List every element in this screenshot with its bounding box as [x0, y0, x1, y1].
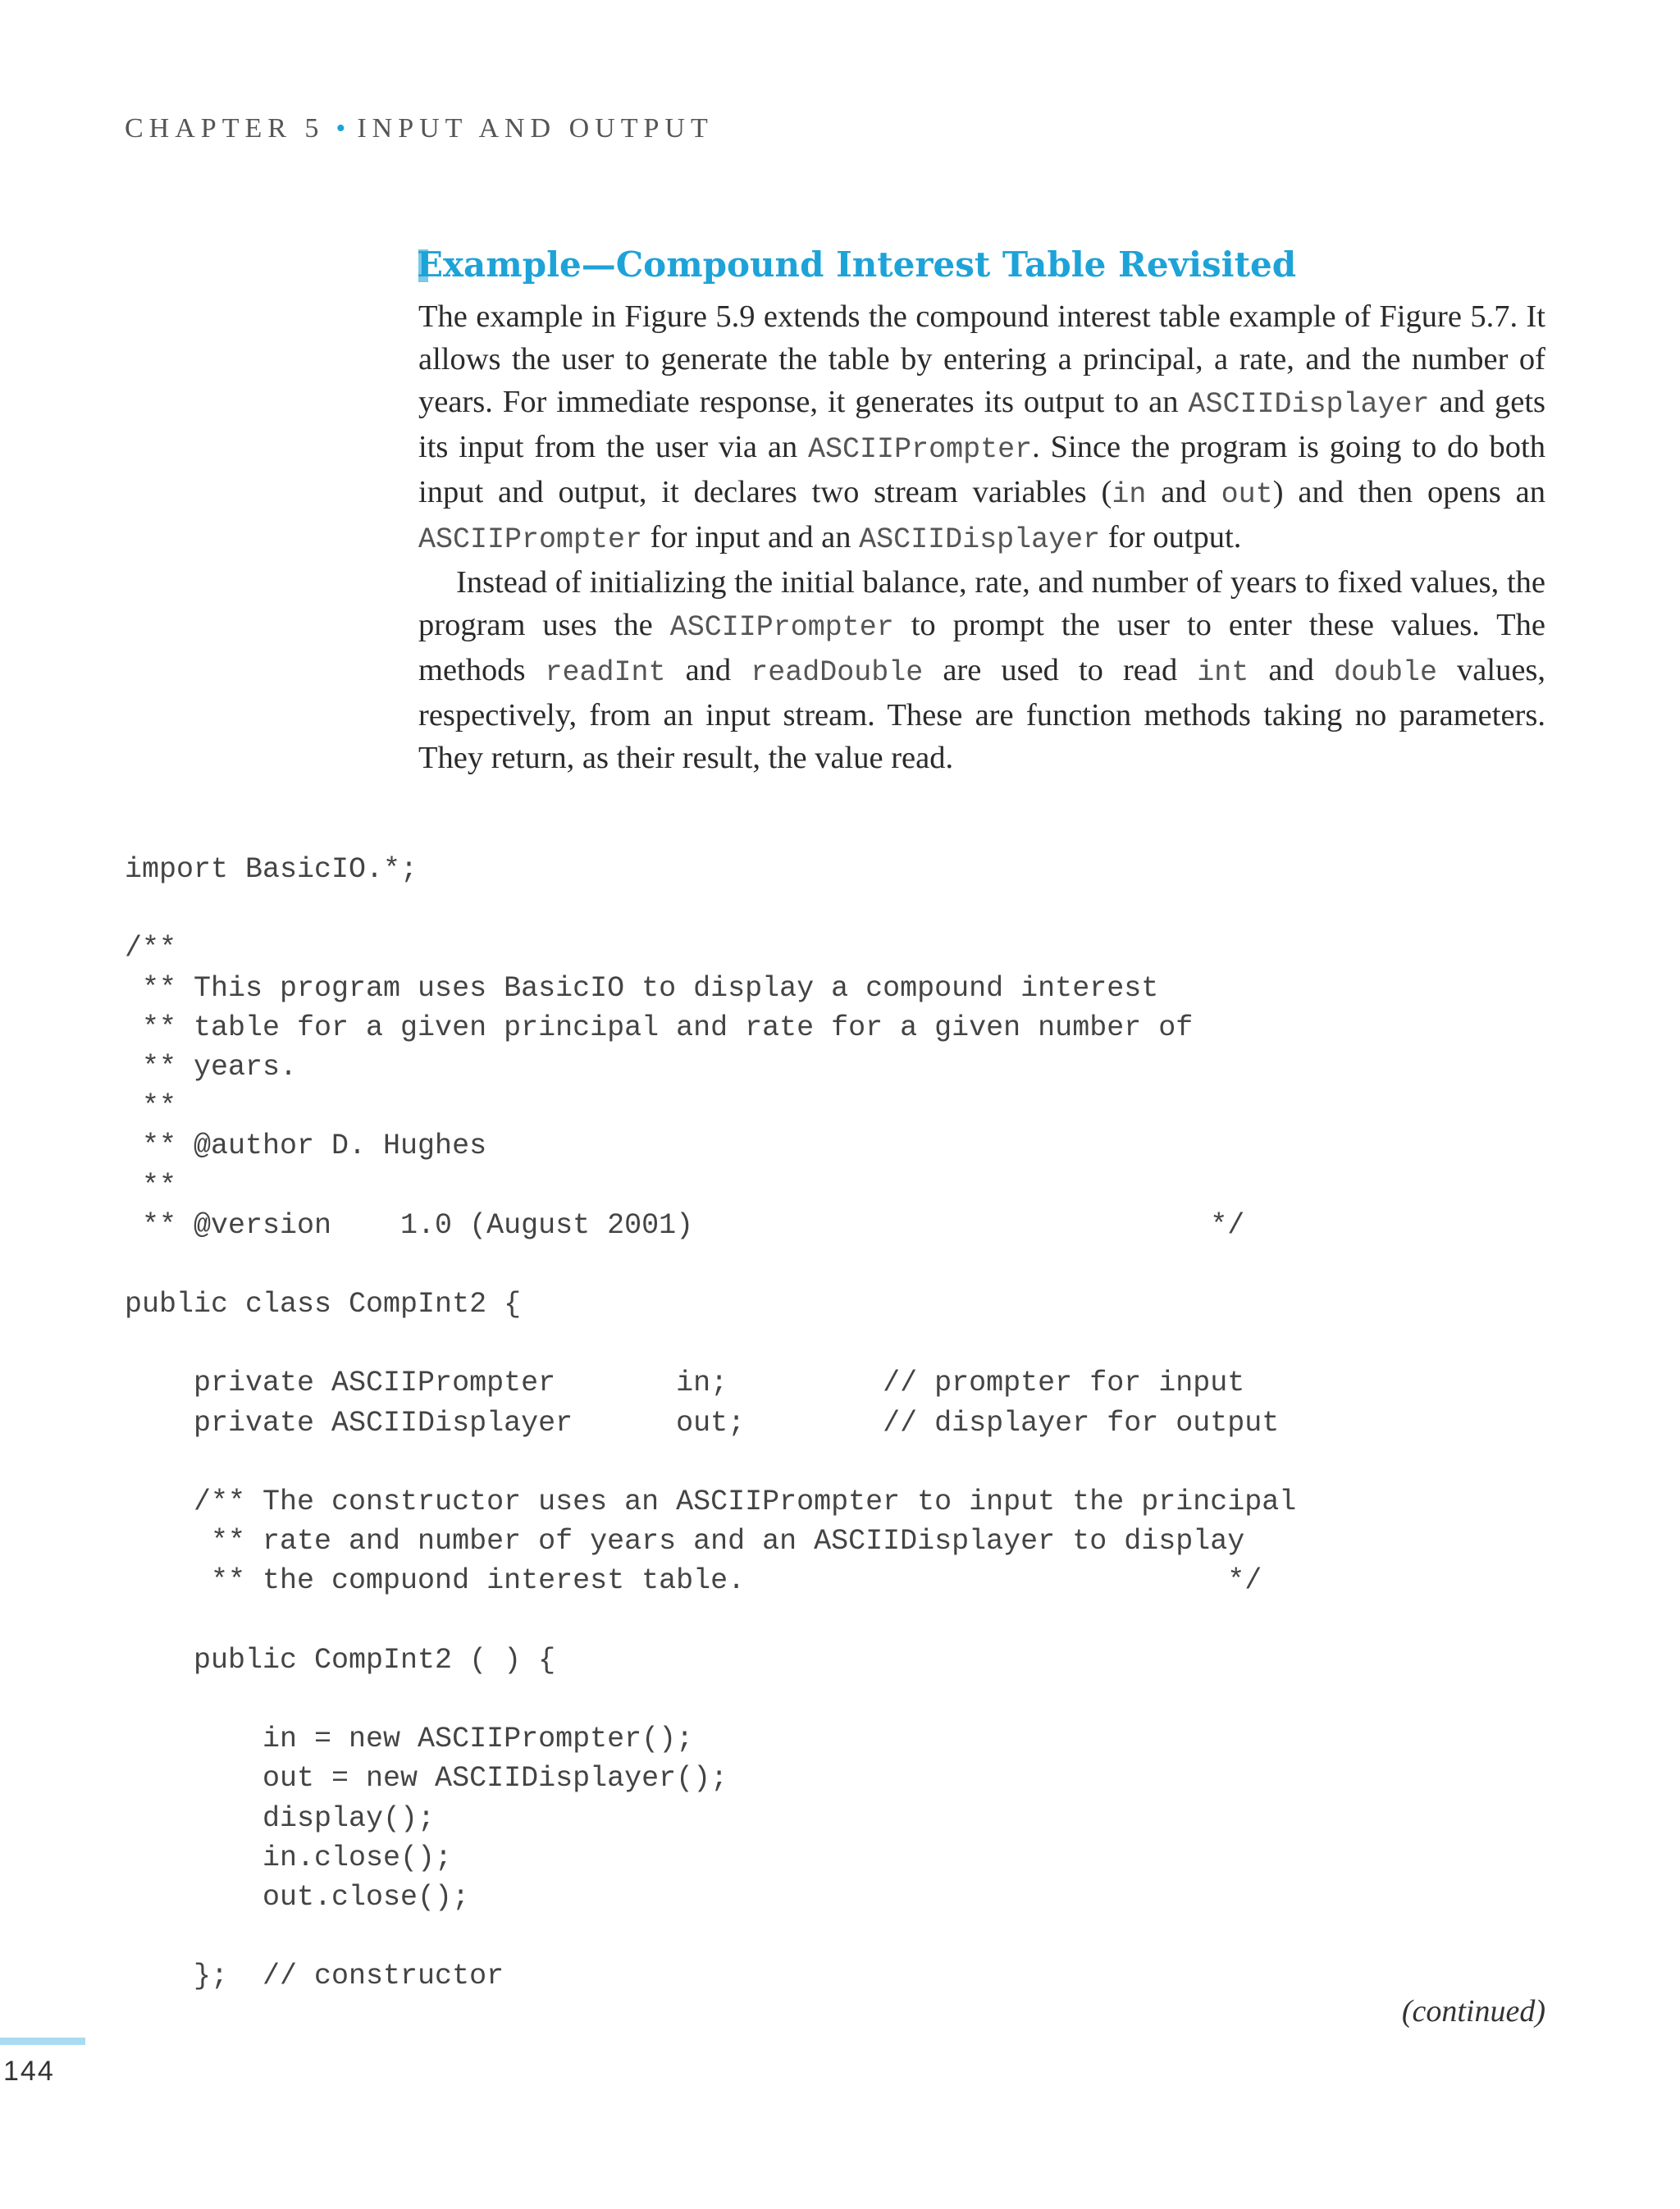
inline-code: ASCIIPrompter: [808, 433, 1033, 466]
code-line: ** the compuond interest table. */: [125, 1564, 1262, 1598]
body-paragraph: [418, 295, 1545, 561]
code-line: display();: [125, 1801, 436, 1835]
code-line: out.close();: [125, 1880, 470, 1914]
code-line: [125, 1324, 1296, 1363]
inline-code: ASCIIDisplayer: [1188, 388, 1430, 421]
running-head-chapter: CHAPTER 5: [125, 113, 325, 144]
text-run: for output.: [1100, 520, 1242, 555]
continued-note: (continued): [1401, 1994, 1545, 2029]
text-run: and: [1249, 653, 1334, 687]
code-line: private ASCIIDisplayer out; // displayer for output: [125, 1406, 1280, 1440]
running-head-title: INPUT AND OUTPUT: [357, 113, 714, 144]
text-run: values, respectively, from an input stream. These are function methods taking no parameters. They return, as their result, the value read.: [418, 653, 1546, 775]
code-listing: [125, 850, 1296, 1996]
text-run: Instead of initializing the initial balance, rate, and number of years to fixed values, the program uses the: [418, 565, 1545, 642]
code-line: ** This program uses BasicIO to display a compound interest: [125, 971, 1159, 1005]
code-line: out = new ASCIIDisplayer();: [125, 1762, 728, 1796]
inline-code: in: [1112, 478, 1147, 511]
inline-code: out: [1221, 478, 1273, 511]
code-line: [125, 1443, 1296, 1482]
inline-code: int: [1197, 656, 1249, 689]
code-line: [125, 1917, 1296, 1956]
code-line: in.close();: [125, 1841, 453, 1874]
text-run: The example in Figure 5.9 extends the compound interest table example of Figure 5.7. It allows the user to generate the table by entering a principal, a rate, and the number of years. For immediate response, it generates its output to an: [418, 299, 1545, 419]
code-line: public class CompInt2 {: [125, 1288, 522, 1321]
code-line: ** rate and number of years and an ASCIIDisplayer to display: [125, 1525, 1245, 1559]
code-line: /** The constructor uses an ASCIIPrompter to input the principal: [125, 1486, 1297, 1518]
code-line: private ASCIIPrompter in; // prompter for input: [125, 1367, 1245, 1400]
running-head-separator: •: [336, 113, 346, 144]
text-run: and: [1146, 475, 1221, 509]
code-line: [125, 1601, 1296, 1641]
text-run: . Since the program is going to do both input and output, it declares two stream variables (: [418, 430, 1545, 509]
code-line: import BasicIO.*;: [125, 853, 418, 886]
code-line: [125, 1680, 1296, 1719]
inline-code: ASCIIPrompter: [418, 523, 643, 556]
text-run: for input and an: [642, 520, 860, 555]
folio-bar: [0, 2038, 85, 2045]
body-paragraph: [418, 561, 1545, 779]
text-run: are used to read: [923, 653, 1198, 687]
code-line: }; // constructor: [125, 1960, 504, 1993]
section-title: Example—Compound Interest Table Revisited: [417, 244, 1297, 285]
code-line: [125, 889, 1296, 929]
code-line: in = new ASCIIPrompter();: [125, 1723, 694, 1756]
inline-code: readInt: [545, 656, 666, 689]
inline-code: ASCIIPrompter: [669, 611, 894, 644]
text-run: and gets its input from the user via an: [418, 385, 1545, 464]
text-run: ) and then opens an: [1272, 475, 1545, 509]
code-line: [125, 1245, 1296, 1285]
code-line: public CompInt2 ( ) {: [125, 1643, 556, 1677]
code-line: ** @author D. Hughes: [125, 1130, 487, 1163]
page-number: 144: [3, 2056, 55, 2087]
body-text: [418, 295, 1545, 779]
inline-code: double: [1333, 656, 1437, 689]
inline-code: ASCIIDisplayer: [859, 523, 1101, 556]
code-line: ** years.: [125, 1050, 298, 1084]
code-line: ** table for a given principal and rate for a given number of: [125, 1011, 1194, 1044]
code-line: /**: [125, 932, 177, 965]
inline-code: readDouble: [751, 656, 924, 689]
running-head: [125, 113, 714, 144]
text-run: and: [665, 653, 751, 687]
code-line: **: [125, 1169, 177, 1203]
text-run: to prompt the user to enter these values. The methods: [418, 608, 1545, 687]
code-line: ** @version 1.0 (August 2001) */: [125, 1208, 1245, 1242]
code-line: **: [125, 1090, 177, 1124]
